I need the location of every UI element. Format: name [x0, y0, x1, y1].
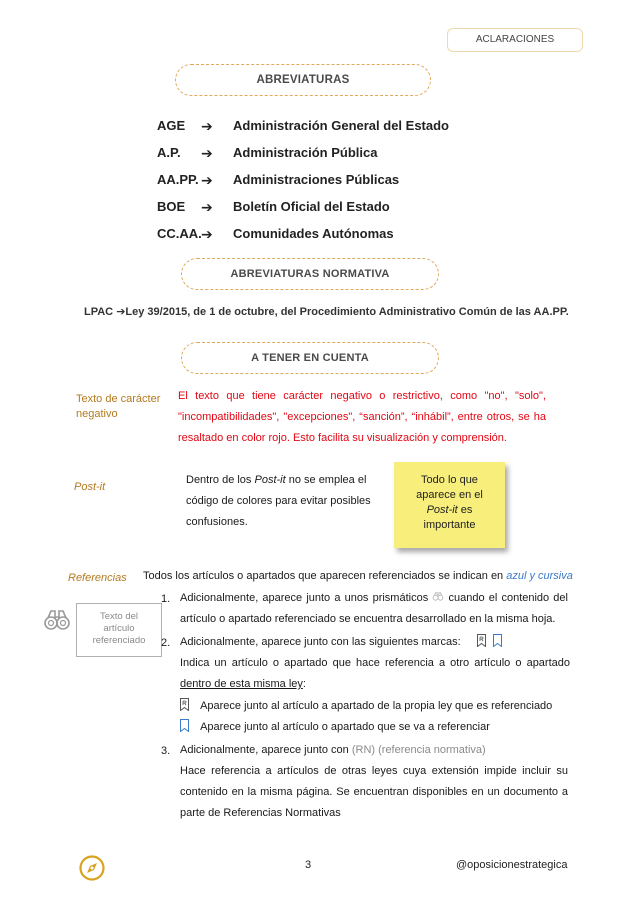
normative-line	[84, 305, 569, 318]
references-label: Referencias	[68, 572, 127, 584]
binoculars-icon	[432, 592, 444, 601]
arrow-icon: ➔	[201, 199, 213, 215]
normative-text: Ley 39/2015, de 1 de octubre, del Procedimiento Administrativo Común de las AA.PP.	[125, 306, 569, 318]
abbreviations-title: ABREVIATURAS	[175, 64, 431, 96]
postit-label: Post-it	[74, 481, 106, 493]
ref-box-line: artículo	[103, 623, 135, 634]
notes-title: A TENER EN CUENTA	[181, 342, 439, 374]
abbreviation-name: Administraciones Públicas	[233, 172, 400, 187]
postit-text-em: Post-it	[254, 474, 286, 486]
postit-note-line: Todo lo que	[421, 474, 478, 486]
arrow-icon: ➔	[201, 226, 213, 242]
list-number: 3.	[161, 745, 171, 757]
arrow-icon: ➔	[201, 118, 213, 134]
page-number: 3	[305, 859, 312, 871]
bookmark-r-icon	[477, 634, 486, 647]
binoculars-icon	[44, 609, 70, 636]
footer-handle: @oposicionestrategica	[456, 859, 568, 871]
item-text: :	[302, 678, 306, 690]
list-item	[180, 632, 570, 738]
postit-line: confusiones.	[186, 516, 248, 528]
references-intro	[143, 570, 573, 582]
negative-line: "incompatibilidades", "excepciones", “sanción”, “inhábil”, entre otros, se ha	[178, 411, 546, 423]
item-text: cuando el contenido del	[444, 592, 568, 604]
negative-description	[178, 386, 546, 449]
bookmark-icon	[180, 719, 189, 732]
item-text: Aparece junto al artículo a apartado de la propia ley que es referenciado	[200, 700, 553, 712]
item-text: Adicionalmente, aparece junto con las siguientes marcas:	[180, 636, 461, 648]
abbreviation-name: Comunidades Autónomas	[233, 226, 394, 241]
references-intro-emphasis: azul y cursiva	[506, 570, 573, 582]
normative-code: LPAC	[84, 306, 114, 318]
postit-line: código de colores para evitar posibles	[186, 495, 371, 507]
item-text: Adicionalmente, aparece junto a unos prismáticos	[180, 592, 433, 604]
abbreviation-name: Administración Pública	[233, 145, 378, 160]
arrow-icon: ➔	[201, 145, 213, 161]
abbreviation-code: BOE	[157, 199, 186, 214]
list-number: 1.	[161, 593, 171, 605]
abbreviation-name: Boletín Oficial del Estado	[233, 199, 390, 214]
postit-description	[186, 470, 386, 533]
item-text: Indica un artículo o apartado que hace referencia a otro artículo o apartado	[180, 657, 570, 669]
negative-line: El texto que tiene carácter negativo o restrictivo, como "no", "solo",	[178, 390, 546, 402]
postit-note-line: aparece en el	[416, 489, 483, 501]
arrow-icon: ➔	[201, 172, 213, 188]
references-intro-text: Todos los artículos o apartados que aparecen referenciados se indican en	[143, 570, 507, 582]
postit-note-line: Post-it	[426, 504, 458, 516]
abbreviation-code: CC.AA.	[157, 226, 202, 241]
bookmark-icon	[493, 634, 502, 647]
item-text: Adicionalmente, aparece junto con	[180, 744, 352, 756]
postit-note-line: importante	[423, 519, 476, 531]
abbreviation-name: Administración General del Estado	[233, 118, 449, 133]
negative-line: resaltado en color rojo. Esto facilita su visualización y comprensión.	[178, 432, 507, 444]
abbreviation-code: A.P.	[157, 145, 181, 160]
postit-text: Dentro de los	[186, 474, 255, 486]
list-item	[180, 588, 568, 630]
item-text: Hace referencia a artículos de otras leyes cuya extensión impide incluir su	[180, 765, 568, 777]
list-item	[180, 740, 568, 824]
section-tag: ACLARACIONES	[447, 28, 583, 52]
arrow-icon: ➔	[116, 306, 126, 318]
ref-box-line: referenciado	[92, 635, 146, 646]
item-text-rn: (RN) (referencia normativa)	[351, 744, 486, 756]
postit-note-line: es	[457, 504, 473, 516]
postit-note	[394, 462, 505, 548]
normative-title: ABREVIATURAS NORMATIVA	[181, 258, 439, 290]
abbreviation-code: AA.PP.	[157, 172, 199, 187]
abbreviation-code: AGE	[157, 118, 186, 133]
negative-label: Texto de carácter negativo	[76, 393, 161, 420]
item-text: artículo o apartado referenciado se encuentra desarrollado en la misma hoja.	[180, 613, 556, 625]
ref-box-line: Texto del	[99, 611, 139, 622]
postit-text: no se emplea el	[285, 474, 367, 486]
compass-icon	[79, 855, 105, 886]
bookmark-r-icon	[180, 698, 189, 711]
item-text: contenido en la misma página. Se encuentran disponibles en un documento a	[180, 786, 568, 798]
item-text-underlined: dentro de esta misma ley	[180, 678, 303, 690]
referenced-text-box	[76, 603, 162, 657]
list-number: 2.	[161, 637, 171, 649]
item-text: Aparece junto al artículo o apartado que se va a referenciar	[200, 721, 490, 733]
item-text: parte de Referencias Normativas	[180, 807, 341, 819]
